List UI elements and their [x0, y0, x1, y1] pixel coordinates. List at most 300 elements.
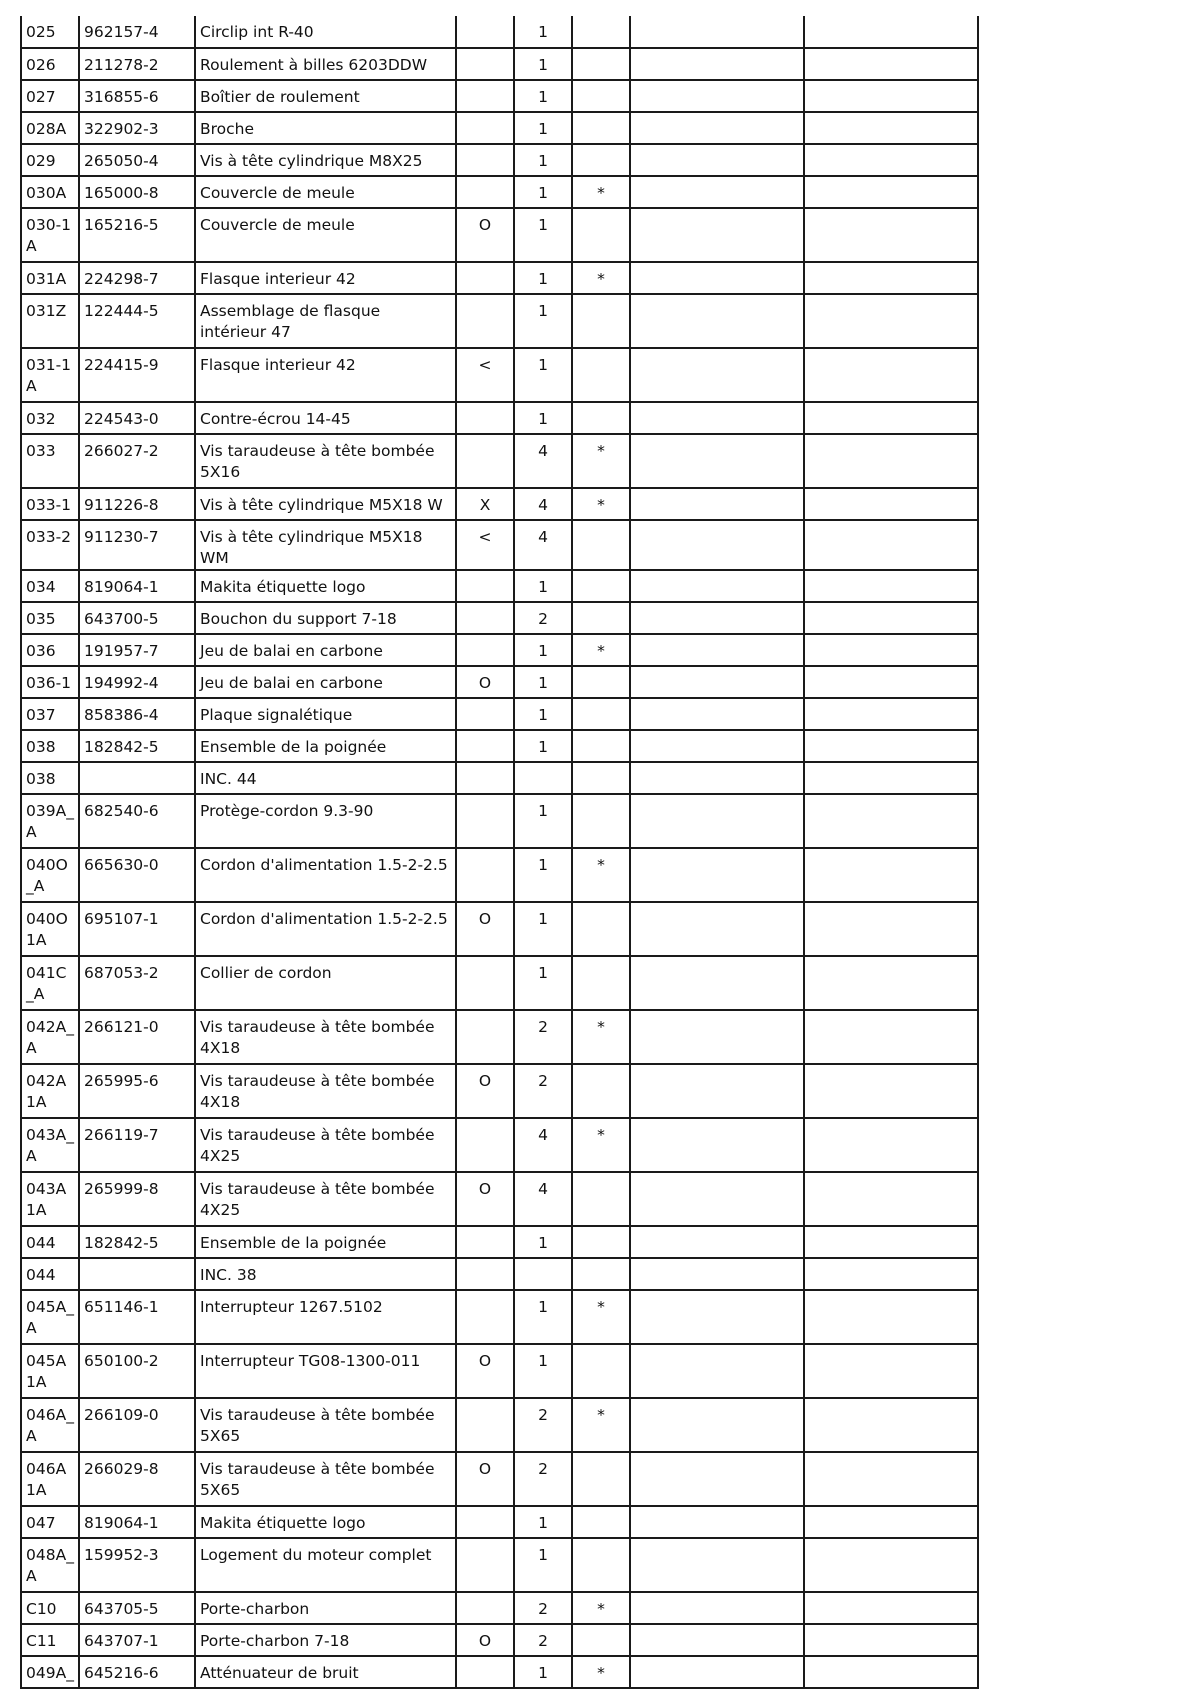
cell-part-code: 224415-9 [79, 348, 195, 402]
cell-quantity: 1 [514, 1538, 572, 1592]
table-row [21, 520, 978, 570]
cell-blank-a [630, 570, 804, 602]
cell-option-mark [456, 602, 514, 634]
cell-item-number: 033 [21, 434, 79, 488]
cell-blank-b [804, 112, 978, 144]
table-row [21, 1010, 978, 1064]
cell-quantity: 1 [514, 176, 572, 208]
cell-option-mark [456, 262, 514, 294]
cell-part-code: 266027-2 [79, 434, 195, 488]
cell-blank-b [804, 570, 978, 602]
cell-star-mark [572, 1452, 630, 1506]
cell-blank-a [630, 348, 804, 402]
cell-option-mark [456, 1118, 514, 1172]
cell-blank-b [804, 16, 978, 48]
cell-blank-b [804, 176, 978, 208]
cell-star-mark [572, 1172, 630, 1226]
cell-item-number: 025 [21, 16, 79, 48]
cell-part-code: 266109-0 [79, 1398, 195, 1452]
cell-blank-a [630, 402, 804, 434]
cell-option-mark: O [456, 902, 514, 956]
cell-description: Interrupteur TG08-1300-011 [195, 1344, 456, 1398]
cell-item-number: 048A_A [21, 1538, 79, 1592]
table-row [21, 794, 978, 848]
cell-part-code: 687053-2 [79, 956, 195, 1010]
cell-option-mark [456, 434, 514, 488]
cell-blank-a [630, 1452, 804, 1506]
cell-option-mark: < [456, 520, 514, 570]
cell-part-code: 194992-4 [79, 666, 195, 698]
cell-part-code: 911230-7 [79, 520, 195, 570]
cell-option-mark [456, 48, 514, 80]
cell-star-mark: * [572, 1592, 630, 1624]
cell-quantity: 1 [514, 1344, 572, 1398]
cell-quantity: 2 [514, 1624, 572, 1656]
cell-blank-a [630, 602, 804, 634]
cell-star-mark: * [572, 1290, 630, 1344]
cell-blank-a [630, 176, 804, 208]
cell-part-code: 911226-8 [79, 488, 195, 520]
cell-blank-a [630, 16, 804, 48]
cell-star-mark [572, 1226, 630, 1258]
cell-part-code: 695107-1 [79, 902, 195, 956]
cell-quantity: 1 [514, 794, 572, 848]
cell-quantity: 1 [514, 48, 572, 80]
cell-blank-b [804, 848, 978, 902]
cell-quantity: 1 [514, 144, 572, 176]
cell-item-number: 031A [21, 262, 79, 294]
cell-star-mark: * [572, 1118, 630, 1172]
cell-item-number: 045A1A [21, 1344, 79, 1398]
cell-option-mark [456, 1592, 514, 1624]
cell-option-mark [456, 1656, 514, 1688]
cell-blank-a [630, 208, 804, 262]
cell-item-number: 041C_A [21, 956, 79, 1010]
cell-blank-b [804, 402, 978, 434]
cell-star-mark [572, 698, 630, 730]
cell-blank-b [804, 1172, 978, 1226]
cell-description: INC. 44 [195, 762, 456, 794]
cell-blank-a [630, 730, 804, 762]
cell-star-mark [572, 80, 630, 112]
cell-item-number: 040O1A [21, 902, 79, 956]
table-row [21, 1624, 978, 1656]
cell-part-code: 266121-0 [79, 1010, 195, 1064]
cell-blank-a [630, 1398, 804, 1452]
cell-blank-b [804, 1010, 978, 1064]
cell-part-code: 645216-6 [79, 1656, 195, 1688]
table-row [21, 698, 978, 730]
cell-blank-a [630, 1344, 804, 1398]
cell-quantity: 2 [514, 1398, 572, 1452]
cell-description: Plaque signalétique [195, 698, 456, 730]
cell-part-code: 266119-7 [79, 1118, 195, 1172]
cell-blank-b [804, 902, 978, 956]
cell-item-number: 031-1A [21, 348, 79, 402]
cell-blank-b [804, 80, 978, 112]
parts-table [20, 16, 979, 1689]
cell-quantity: 1 [514, 848, 572, 902]
cell-blank-b [804, 762, 978, 794]
cell-option-mark: O [456, 1064, 514, 1118]
cell-description: Flasque interieur 42 [195, 348, 456, 402]
cell-option-mark [456, 80, 514, 112]
cell-part-code: 650100-2 [79, 1344, 195, 1398]
cell-blank-a [630, 634, 804, 666]
cell-part-code [79, 1258, 195, 1290]
cell-quantity: 1 [514, 112, 572, 144]
cell-description: Jeu de balai en carbone [195, 634, 456, 666]
cell-blank-a [630, 144, 804, 176]
cell-blank-b [804, 1344, 978, 1398]
cell-option-mark: X [456, 488, 514, 520]
cell-description: INC. 38 [195, 1258, 456, 1290]
cell-option-mark [456, 730, 514, 762]
cell-star-mark [572, 294, 630, 348]
cell-star-mark: * [572, 488, 630, 520]
cell-description: Protège-cordon 9.3-90 [195, 794, 456, 848]
table-row [21, 1118, 978, 1172]
cell-star-mark [572, 208, 630, 262]
cell-quantity: 4 [514, 1172, 572, 1226]
cell-item-number: 044 [21, 1258, 79, 1290]
cell-blank-a [630, 794, 804, 848]
cell-description: Collier de cordon [195, 956, 456, 1010]
cell-blank-a [630, 1624, 804, 1656]
cell-item-number: 033-1 [21, 488, 79, 520]
table-row [21, 762, 978, 794]
cell-part-code [79, 762, 195, 794]
cell-blank-a [630, 80, 804, 112]
cell-part-code: 211278-2 [79, 48, 195, 80]
cell-blank-b [804, 794, 978, 848]
table-row [21, 434, 978, 488]
cell-quantity: 2 [514, 1010, 572, 1064]
cell-item-number: 030A [21, 176, 79, 208]
cell-description: Contre-écrou 14-45 [195, 402, 456, 434]
table-row [21, 488, 978, 520]
cell-blank-a [630, 956, 804, 1010]
table-row [21, 602, 978, 634]
cell-part-code: 224298-7 [79, 262, 195, 294]
cell-part-code: 643707-1 [79, 1624, 195, 1656]
cell-quantity: 1 [514, 80, 572, 112]
cell-star-mark: * [572, 434, 630, 488]
table-row [21, 1064, 978, 1118]
cell-blank-b [804, 294, 978, 348]
cell-star-mark [572, 902, 630, 956]
cell-star-mark [572, 602, 630, 634]
cell-option-mark [456, 570, 514, 602]
cell-item-number: 030-1A [21, 208, 79, 262]
table-row [21, 1538, 978, 1592]
table-row [21, 730, 978, 762]
cell-blank-a [630, 488, 804, 520]
cell-description: Vis taraudeuse à tête bombée 5X16 [195, 434, 456, 488]
table-row [21, 208, 978, 262]
cell-part-code: 265995-6 [79, 1064, 195, 1118]
cell-description: Cordon d'alimentation 1.5-2-2.5 [195, 848, 456, 902]
cell-part-code: 165216-5 [79, 208, 195, 262]
cell-star-mark [572, 1538, 630, 1592]
cell-quantity: 2 [514, 1592, 572, 1624]
cell-quantity: 1 [514, 1226, 572, 1258]
parts-table-body [21, 16, 978, 1688]
cell-blank-a [630, 434, 804, 488]
cell-blank-b [804, 1398, 978, 1452]
cell-blank-b [804, 1506, 978, 1538]
cell-option-mark [456, 794, 514, 848]
cell-description: Circlip int R-40 [195, 16, 456, 48]
table-row [21, 176, 978, 208]
cell-star-mark [572, 348, 630, 402]
cell-description: Vis taraudeuse à tête bombée 5X65 [195, 1452, 456, 1506]
cell-option-mark [456, 294, 514, 348]
cell-blank-a [630, 848, 804, 902]
cell-blank-b [804, 956, 978, 1010]
cell-quantity: 4 [514, 434, 572, 488]
cell-item-number: 045A_A [21, 1290, 79, 1344]
cell-blank-b [804, 602, 978, 634]
cell-blank-b [804, 698, 978, 730]
table-row [21, 848, 978, 902]
cell-item-number: 035 [21, 602, 79, 634]
cell-blank-a [630, 1064, 804, 1118]
table-row [21, 402, 978, 434]
cell-star-mark: * [572, 176, 630, 208]
cell-description: Ensemble de la poignée [195, 730, 456, 762]
table-row [21, 666, 978, 698]
cell-blank-b [804, 1290, 978, 1344]
cell-option-mark [456, 16, 514, 48]
cell-description: Couvercle de meule [195, 176, 456, 208]
cell-description: Couvercle de meule [195, 208, 456, 262]
cell-item-number: 028A [21, 112, 79, 144]
cell-blank-b [804, 1538, 978, 1592]
cell-part-code: 858386-4 [79, 698, 195, 730]
cell-option-mark [456, 1538, 514, 1592]
cell-blank-a [630, 666, 804, 698]
table-row [21, 1398, 978, 1452]
cell-blank-b [804, 1452, 978, 1506]
cell-item-number: 026 [21, 48, 79, 80]
cell-blank-b [804, 208, 978, 262]
cell-blank-a [630, 1118, 804, 1172]
cell-part-code: 122444-5 [79, 294, 195, 348]
cell-blank-a [630, 520, 804, 570]
cell-blank-a [630, 294, 804, 348]
cell-blank-a [630, 1506, 804, 1538]
cell-item-number: 033-2 [21, 520, 79, 570]
cell-item-number: 043A_A [21, 1118, 79, 1172]
cell-option-mark [456, 848, 514, 902]
cell-description: Porte-charbon 7-18 [195, 1624, 456, 1656]
cell-blank-b [804, 730, 978, 762]
cell-star-mark: * [572, 1656, 630, 1688]
cell-quantity [514, 762, 572, 794]
cell-star-mark [572, 956, 630, 1010]
cell-part-code: 224543-0 [79, 402, 195, 434]
cell-star-mark: * [572, 848, 630, 902]
cell-item-number: 044 [21, 1226, 79, 1258]
table-row [21, 570, 978, 602]
cell-description: Vis taraudeuse à tête bombée 4X18 [195, 1064, 456, 1118]
cell-star-mark [572, 144, 630, 176]
table-row [21, 16, 978, 48]
cell-description: Bouchon du support 7-18 [195, 602, 456, 634]
cell-item-number: 036 [21, 634, 79, 666]
cell-star-mark: * [572, 634, 630, 666]
table-row [21, 1592, 978, 1624]
cell-blank-b [804, 488, 978, 520]
table-row [21, 80, 978, 112]
cell-description: Vis taraudeuse à tête bombée 5X65 [195, 1398, 456, 1452]
cell-blank-a [630, 1010, 804, 1064]
cell-blank-b [804, 1656, 978, 1688]
table-row [21, 262, 978, 294]
cell-part-code: 682540-6 [79, 794, 195, 848]
cell-quantity: 1 [514, 1506, 572, 1538]
table-row [21, 1226, 978, 1258]
cell-quantity: 1 [514, 294, 572, 348]
cell-part-code: 665630-0 [79, 848, 195, 902]
cell-description: Jeu de balai en carbone [195, 666, 456, 698]
cell-item-number: 037 [21, 698, 79, 730]
table-row [21, 1452, 978, 1506]
cell-description: Vis à tête cylindrique M5X18 WM [195, 520, 456, 570]
cell-description: Flasque interieur 42 [195, 262, 456, 294]
cell-blank-b [804, 1226, 978, 1258]
cell-star-mark [572, 520, 630, 570]
cell-option-mark [456, 634, 514, 666]
cell-description: Porte-charbon [195, 1592, 456, 1624]
cell-item-number: 046A1A [21, 1452, 79, 1506]
cell-description: Interrupteur 1267.5102 [195, 1290, 456, 1344]
cell-quantity: 1 [514, 666, 572, 698]
cell-option-mark: < [456, 348, 514, 402]
cell-part-code: 182842-5 [79, 1226, 195, 1258]
cell-blank-a [630, 1172, 804, 1226]
cell-star-mark [572, 112, 630, 144]
cell-blank-b [804, 262, 978, 294]
cell-blank-b [804, 144, 978, 176]
cell-quantity: 1 [514, 1656, 572, 1688]
cell-item-number: 042A1A [21, 1064, 79, 1118]
table-row [21, 1290, 978, 1344]
cell-item-number: 036-1 [21, 666, 79, 698]
cell-option-mark [456, 698, 514, 730]
cell-quantity: 2 [514, 1064, 572, 1118]
cell-quantity [514, 1258, 572, 1290]
cell-star-mark: * [572, 1398, 630, 1452]
cell-item-number: 039A_A [21, 794, 79, 848]
cell-option-mark [456, 1506, 514, 1538]
cell-quantity: 1 [514, 208, 572, 262]
cell-quantity: 1 [514, 16, 572, 48]
cell-item-number: 038 [21, 762, 79, 794]
cell-blank-b [804, 348, 978, 402]
cell-part-code: 159952-3 [79, 1538, 195, 1592]
cell-blank-a [630, 112, 804, 144]
cell-description: Vis taraudeuse à tête bombée 4X25 [195, 1172, 456, 1226]
cell-blank-b [804, 1258, 978, 1290]
table-row [21, 48, 978, 80]
cell-quantity: 4 [514, 1118, 572, 1172]
cell-description: Vis taraudeuse à tête bombée 4X18 [195, 1010, 456, 1064]
cell-option-mark [456, 176, 514, 208]
cell-description: Broche [195, 112, 456, 144]
cell-part-code: 265050-4 [79, 144, 195, 176]
cell-description: Roulement à billes 6203DDW [195, 48, 456, 80]
cell-star-mark [572, 1258, 630, 1290]
table-row [21, 634, 978, 666]
cell-option-mark: O [456, 1172, 514, 1226]
table-row [21, 112, 978, 144]
table-row [21, 1258, 978, 1290]
cell-description: Assemblage de flasque intérieur 47 [195, 294, 456, 348]
cell-quantity: 1 [514, 956, 572, 1010]
cell-blank-b [804, 1624, 978, 1656]
cell-blank-b [804, 434, 978, 488]
table-row [21, 144, 978, 176]
cell-quantity: 1 [514, 902, 572, 956]
cell-description: Atténuateur de bruit [195, 1656, 456, 1688]
cell-star-mark [572, 1344, 630, 1398]
cell-blank-b [804, 634, 978, 666]
cell-description: Vis à tête cylindrique M8X25 [195, 144, 456, 176]
cell-quantity: 1 [514, 730, 572, 762]
cell-part-code: 266029-8 [79, 1452, 195, 1506]
cell-blank-a [630, 1226, 804, 1258]
cell-star-mark [572, 570, 630, 602]
table-row [21, 1344, 978, 1398]
cell-option-mark: O [456, 1452, 514, 1506]
cell-quantity: 4 [514, 520, 572, 570]
cell-star-mark [572, 1064, 630, 1118]
cell-description: Vis taraudeuse à tête bombée 4X25 [195, 1118, 456, 1172]
cell-quantity: 1 [514, 402, 572, 434]
cell-option-mark [456, 112, 514, 144]
cell-blank-a [630, 762, 804, 794]
cell-option-mark: O [456, 1344, 514, 1398]
table-row [21, 956, 978, 1010]
cell-part-code: 819064-1 [79, 1506, 195, 1538]
cell-item-number: C10 [21, 1592, 79, 1624]
table-row [21, 348, 978, 402]
cell-item-number: 043A1A [21, 1172, 79, 1226]
cell-description: Makita étiquette logo [195, 570, 456, 602]
cell-quantity: 1 [514, 634, 572, 666]
cell-blank-a [630, 1592, 804, 1624]
cell-blank-b [804, 1118, 978, 1172]
cell-star-mark [572, 16, 630, 48]
cell-option-mark [456, 1258, 514, 1290]
cell-part-code: 643700-5 [79, 602, 195, 634]
cell-blank-b [804, 666, 978, 698]
cell-quantity: 1 [514, 1290, 572, 1344]
cell-blank-a [630, 902, 804, 956]
cell-option-mark [456, 402, 514, 434]
cell-description: Boîtier de roulement [195, 80, 456, 112]
cell-item-number: 042A_A [21, 1010, 79, 1064]
cell-option-mark: O [456, 208, 514, 262]
cell-option-mark [456, 1010, 514, 1064]
cell-part-code: 316855-6 [79, 80, 195, 112]
cell-blank-a [630, 262, 804, 294]
table-row [21, 1172, 978, 1226]
cell-quantity: 4 [514, 488, 572, 520]
cell-item-number: 040O_A [21, 848, 79, 902]
